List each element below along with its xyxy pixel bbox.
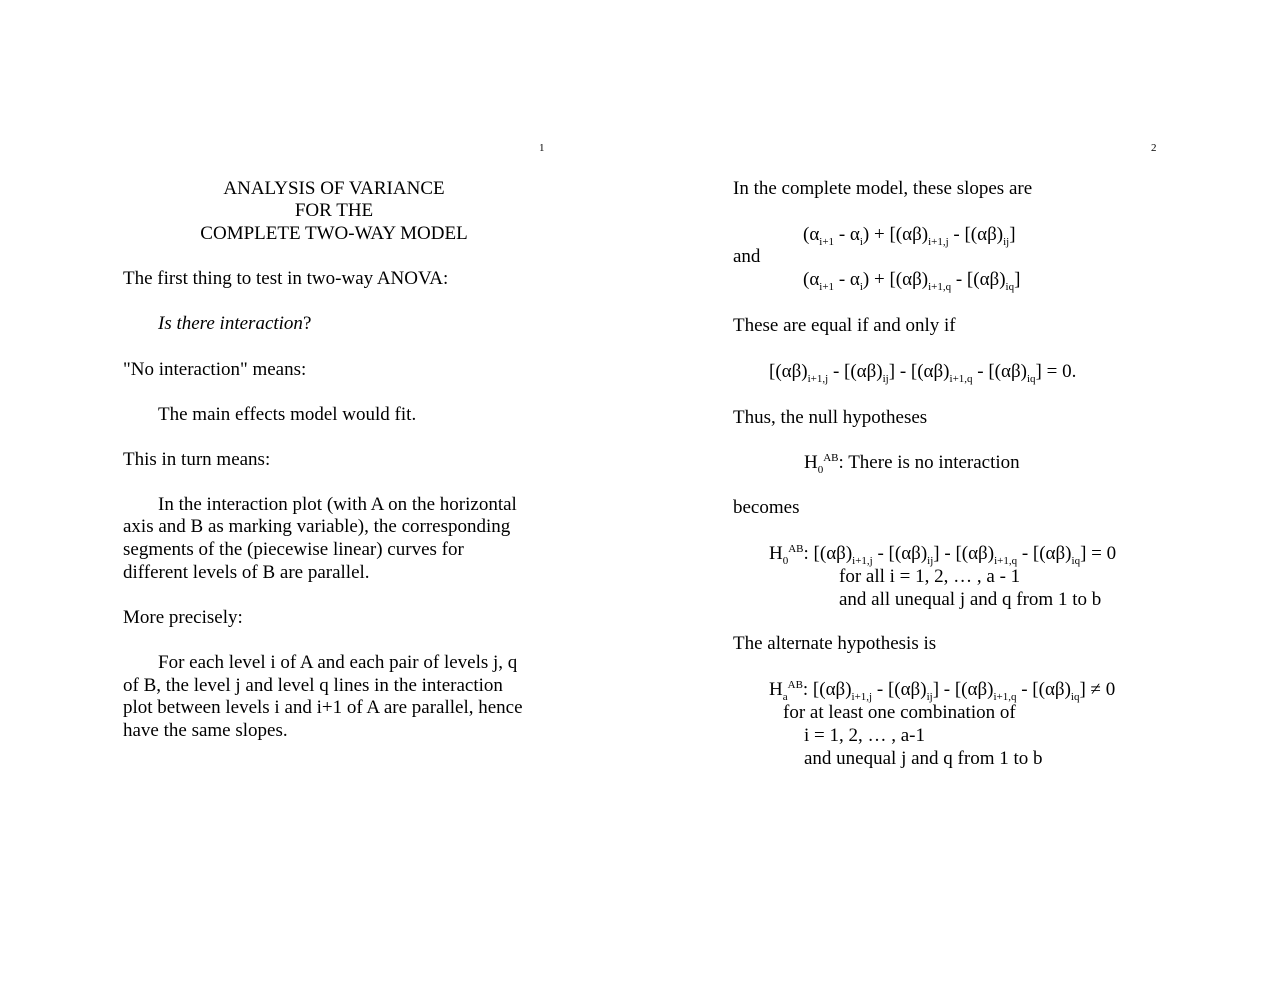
h0-formula: $H_0^{AB}$: [$(\alpha\beta)_{i+1,j} - [(\alpha\beta)_{ij}] - [(\alpha\beta)_{i+1,q} - [(\alpha\beta)_{iq}] = 0$	[769, 543, 1117, 567]
paragraph-interaction-plot-line: In the interaction plot (with A on the horizontal	[158, 494, 517, 515]
paragraph-slopes-line: of B, the level j and level q lines in the interaction	[123, 675, 503, 696]
equal-condition-intro: These are equal if and only if	[733, 315, 956, 336]
title-line-1: ANALYSIS OF VARIANCE	[223, 178, 445, 199]
h0-condition-line: for all i = 1, 2, … , a - 1	[839, 566, 1021, 587]
becomes-word: becomes	[733, 497, 800, 518]
equality-formula: [$(\alpha\beta)_{i+1,j} - [(\alpha\beta)_{ij}] - [(\alpha\beta)_{i+1,q} - [(\alpha\beta)_{iq}] = 0$.	[769, 361, 1077, 385]
slope-formula-q: $(\alpha_{i+1} - \alpha_i) + [(\alpha\beta)_{i+1,q} - [(\alpha\beta)_{iq}]$	[803, 269, 1021, 293]
slope-formula-j: $(\alpha_{i+1} - \alpha_i) + [(\alpha\beta)_{i+1,j} - [(\alpha\beta)_{ij}]$	[803, 224, 1016, 248]
question-interaction	[158, 313, 311, 335]
ha-condition-line: for at least one combination of	[783, 702, 1016, 723]
paragraph-slopes-line: have the same slopes.	[123, 720, 288, 741]
null-hypotheses-intro: Thus, the null hypotheses	[733, 407, 928, 428]
main-effects-line: The main effects model would fit.	[158, 404, 417, 425]
ha-condition-line: i = 1, 2, … , a-1	[804, 725, 926, 746]
paragraph-interaction-plot-line: segments of the (piecewise linear) curves for	[123, 539, 464, 560]
page-number: 1	[539, 142, 545, 154]
paragraph-slopes-line: For each level i of A and each pair of levels j, q	[158, 652, 518, 673]
and-word: and	[733, 246, 761, 267]
paragraph-first-thing: The first thing to test in two-way ANOVA:	[123, 268, 449, 289]
h0-text: : There is no interaction	[838, 452, 1020, 473]
slopes-intro: In the complete model, these slopes are	[733, 178, 1033, 199]
more-precisely-label: More precisely:	[123, 607, 243, 628]
page-2	[640, 0, 1280, 989]
title-line-3: COMPLETE TWO-WAY MODEL	[200, 223, 468, 244]
h0-condition-line: and all unequal j and q from 1 to b	[839, 589, 1102, 610]
question-text: Is there interaction	[158, 313, 303, 334]
ha-condition-line: and unequal j and q from 1 to b	[804, 748, 1043, 769]
h0-statement: $H_0^{AB}$: There is no interaction	[804, 452, 1020, 476]
no-interaction-label: "No interaction" means:	[123, 359, 307, 380]
alternate-hypothesis-intro: The alternate hypothesis is	[733, 633, 937, 654]
paragraph-interaction-plot-line: different levels of B are parallel.	[123, 562, 370, 583]
paragraph-slopes-line: plot between levels i and i+1 of A are parallel, hence	[123, 697, 523, 718]
page-number: 2	[1151, 142, 1157, 154]
ha-formula: $H_a^{AB}$: [$(\alpha\beta)_{i+1,j} - [(\alpha\beta)_{ij}] - [(\alpha\beta)_{i+1,q} - [(\alpha\beta)_{iq}] \ne 0$	[769, 679, 1116, 703]
question-mark: ?	[302, 313, 312, 334]
paragraph-interaction-plot-line: axis and B as marking variable), the corresponding	[123, 516, 511, 537]
in-turn-label: This in turn means:	[123, 449, 271, 470]
title-line-2: FOR THE	[294, 200, 374, 221]
